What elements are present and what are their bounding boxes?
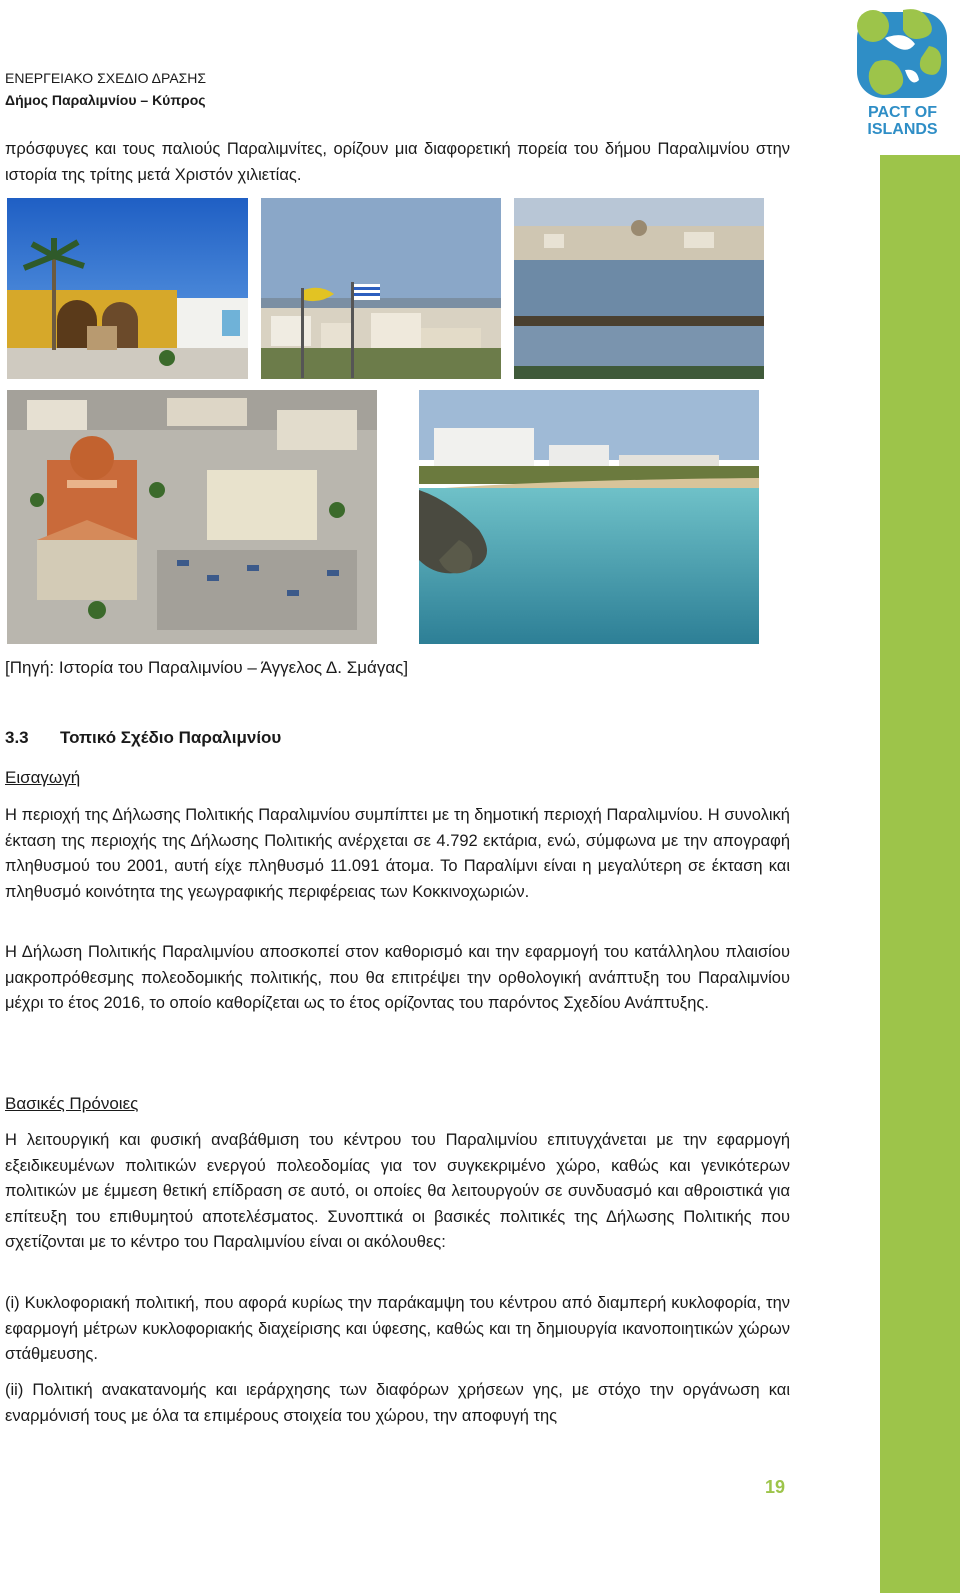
section-heading: [5, 728, 281, 748]
photo-town-flags: [261, 198, 501, 379]
logo-emblem-icon: [845, 4, 960, 104]
logo-text-line1: PACT OF: [867, 104, 938, 121]
source-caption: [Πηγή: Ιστορία του Παραλιμνίου – Άγγελος Δ. Σμάγας]: [5, 658, 409, 677]
paragraph-2: Η Δήλωση Πολιτικής Παραλιμνίου αποσκοπεί στον καθορισμό και την εφαρμογή του κατάλληλου πλαισίου μακροπρόθεσμης πολεοδομικής πολιτικής, που θα επιτρέψει την ορθολογική ανάπτυξη του Παραλιμνίου μέχρι το έτος 2016, το οποίο καθορίζεται ως το έτος ορίζοντας του παρόντος Σχεδίου Ανάπτυξης.: [5, 943, 790, 1012]
logo-text-line2: ISLANDS: [867, 121, 938, 138]
section-title: Τοπικό Σχέδιο Παραλιμνίου: [60, 728, 282, 747]
header-subtitle: Δήμος Παραλιμνίου – Κύπρος: [5, 92, 206, 108]
pact-of-islands-logo: [845, 4, 960, 139]
list-item-i: (i) Κυκλοφοριακή πολιτική, που αφορά κυρίως την παράκαμψη του κέντρου από διαμπερή κυκλοφορία, την εφαρμογή μέτρων κυκλοφοριακής διαχείρισης και ύφεσης, καθώς και τη δημιουργία ικανοποιητικών χώρων στάθμευσης.: [5, 1294, 790, 1363]
photo-church-aerial: [7, 390, 377, 644]
green-sidebar-bar: [880, 155, 960, 1593]
page-number: 19: [765, 1477, 786, 1497]
photo-village-courtyard: [7, 198, 248, 379]
intro-paragraph: πρόσφυγες και τους παλιούς Παραλιμνίτες, ορίζουν μια διαφορετική πορεία του δήμου Παραλιμνίου στην ιστορία της τρίτης μετά Χριστόν χιλιετίας.: [5, 140, 790, 184]
document-header: [5, 67, 206, 111]
header-title: ΕΝΕΡΓΕΙΑΚΟ ΣΧΕΔΙΟ ΔΡΑΣΗΣ: [5, 70, 207, 86]
photo-lake-town: [514, 198, 764, 379]
subheading-basic-provisions: Βασικές Πρόνοιες: [5, 1094, 139, 1113]
list-item-ii: (ii) Πολιτική ανακατανομής και ιεράρχησης των διαφόρων χρήσεων γης, με στόχο την οργάνωση και εναρμόνισή τους με όλα τα επιμέρους στοιχεία του χώρου, την αποφυγή της: [5, 1381, 790, 1425]
subheading-introduction: Εισαγωγή: [5, 768, 81, 787]
photo-coast-hotels: [419, 390, 759, 644]
paragraph-3: Η λειτουργική και φυσική αναβάθμιση του κέντρου του Παραλιμνίου επιτυγχάνεται με την εφαρμογή εξειδικευμένων πολιτικών ενεργού πολεοδομίας για τον συγκεκριμένο χώρο, καθώς και γενικότερων πολιτικών με έμμεση θετική επίδραση σε αυτό, οι οποίες θα λειτουργούν σε συνδυασμό και αθροιστικά για επίτευξη του επιθυμητού αποτελέσματος. Συνοπτικά οι βασικές πολιτικές της Δήλωσης Πολιτικής που σχετίζονται με το κέντρο του Παραλιμνίου είναι οι ακόλουθες:: [5, 1131, 790, 1251]
section-number: 3.3: [5, 728, 29, 747]
paragraph-1: Η περιοχή της Δήλωσης Πολιτικής Παραλιμνίου συμπίπτει με τη δημοτική περιοχή Παραλιμνίου. Η συνολική έκταση της περιοχής της Δήλωσης Πολιτικής ανέρχεται σε 4.792 εκτάρια, ενώ, σύμφωνα με την απογραφή πληθυσμού του 2001, αυτή είχε πληθυσμό 11.091 άτομα. Το Παραλίμνι είναι η μεγαλύτερη σε έκταση και πληθυσμό κοινότητα της γεωγραφικής περιφέρειας των Κοκκινοχωριών.: [5, 806, 790, 901]
